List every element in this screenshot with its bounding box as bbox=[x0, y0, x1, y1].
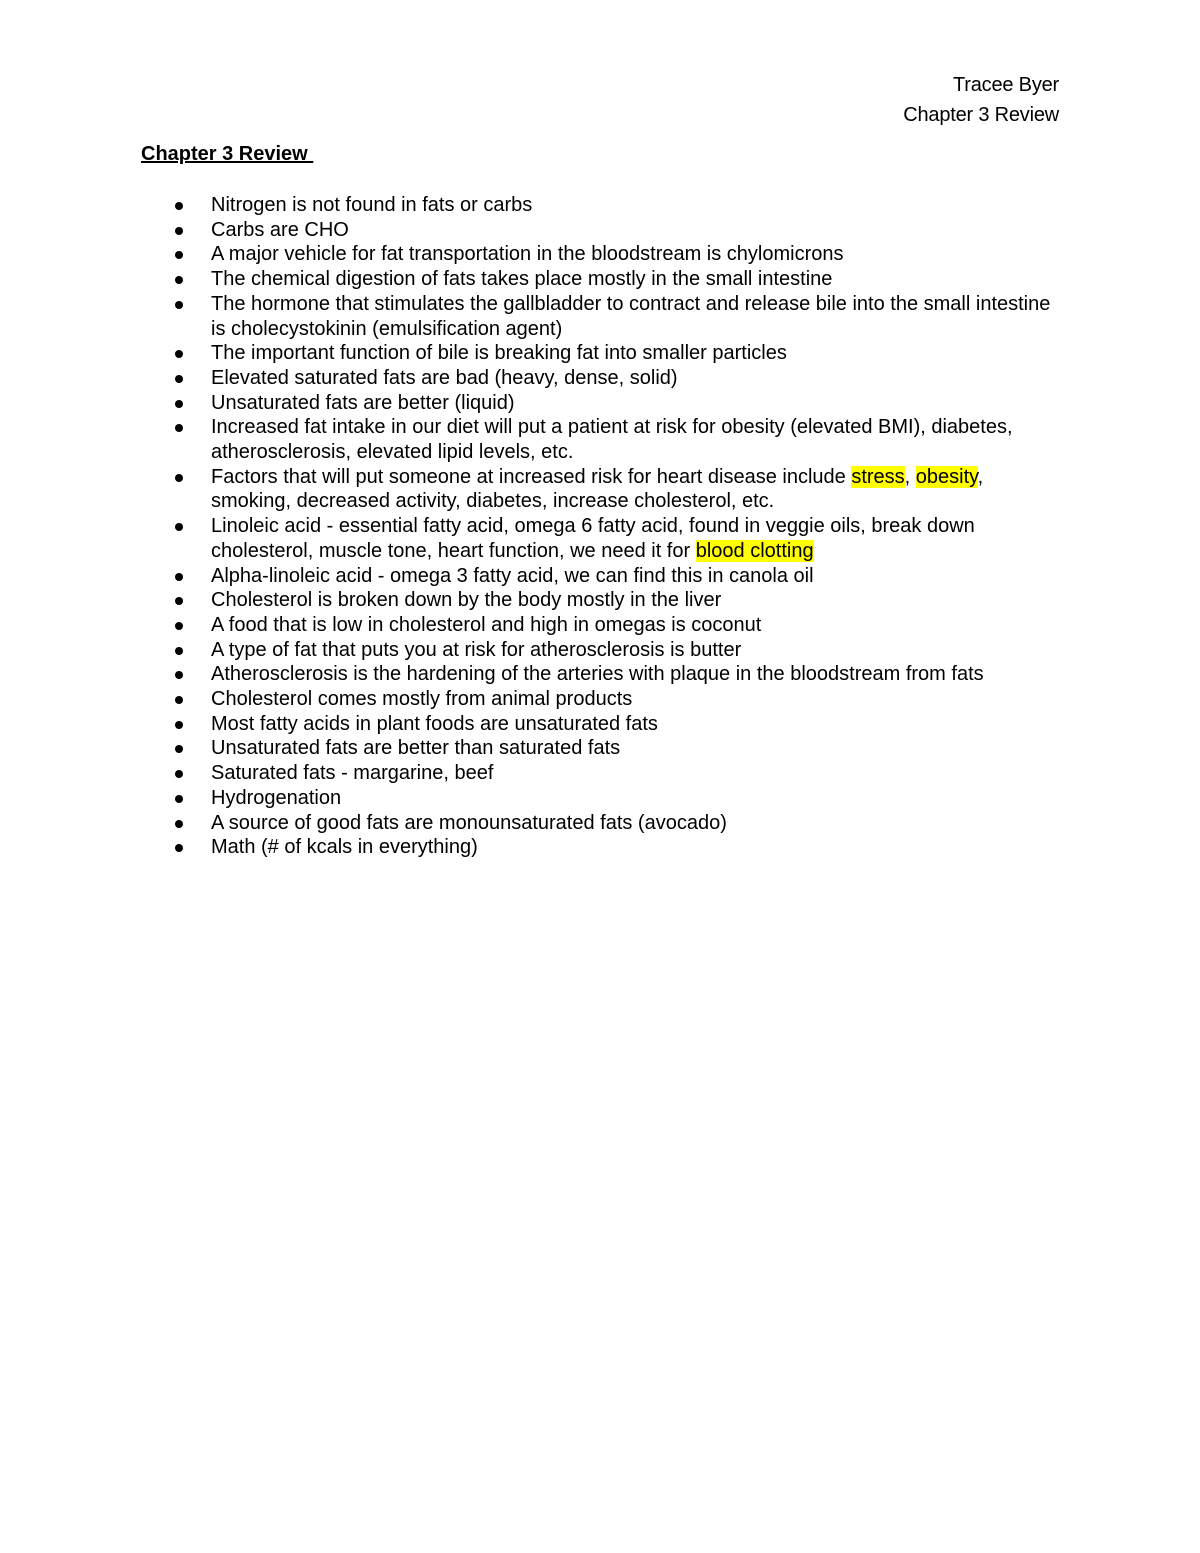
list-item-text: Most fatty acids in plant foods are unsaturated fats bbox=[211, 712, 658, 735]
list-item-text: A source of good fats are monounsaturated fats (avocado) bbox=[211, 811, 727, 834]
list-item bbox=[141, 391, 1061, 416]
list-item bbox=[141, 835, 1061, 860]
bullet-icon bbox=[175, 820, 183, 828]
bullet-icon bbox=[175, 400, 183, 408]
highlighted-text: blood clotting bbox=[695, 539, 814, 562]
bullet-icon bbox=[175, 276, 183, 284]
bullet-icon bbox=[175, 696, 183, 704]
list-item bbox=[141, 786, 1061, 811]
list-item bbox=[141, 638, 1061, 663]
author-name: Tracee Byer bbox=[953, 74, 1059, 96]
bullet-icon bbox=[175, 671, 183, 679]
list-item-text: , bbox=[904, 465, 916, 488]
bullet-icon bbox=[175, 375, 183, 383]
bullet-icon bbox=[175, 202, 183, 210]
list-item-text: Saturated fats - margarine, beef bbox=[211, 762, 494, 785]
list-item bbox=[141, 341, 1061, 366]
list-item-text: The important function of bile is breaking fat into smaller particles bbox=[211, 342, 787, 365]
list-item bbox=[141, 613, 1061, 638]
bullet-icon bbox=[175, 251, 183, 259]
highlighted-text: obesity bbox=[915, 465, 978, 488]
list-item-text: Carbs are CHO bbox=[211, 218, 349, 241]
list-item bbox=[141, 415, 1061, 464]
list-item-text: A type of fat that puts you at risk for atherosclerosis is butter bbox=[211, 638, 742, 661]
list-item bbox=[141, 712, 1061, 737]
list-item-text: Factors that will put someone at increased risk for heart disease include bbox=[211, 465, 852, 488]
list-item-text: , smoking, decreased activity, diabetes, increase cholesterol, etc. bbox=[211, 465, 984, 513]
highlighted-text: stress bbox=[851, 465, 905, 488]
list-item-text: A major vehicle for fat transportation in the bloodstream is chylomicrons bbox=[211, 243, 844, 266]
list-item-text: The chemical digestion of fats takes place mostly in the small intestine bbox=[211, 268, 833, 291]
list-item bbox=[141, 564, 1061, 589]
header-subtitle: Chapter 3 Review bbox=[903, 104, 1059, 126]
bullet-icon bbox=[175, 795, 183, 803]
list-item-text: Cholesterol is broken down by the body mostly in the liver bbox=[211, 589, 722, 612]
list-item-text: Alpha-linoleic acid - omega 3 fatty acid, we can find this in canola oil bbox=[211, 564, 814, 587]
bullet-icon bbox=[175, 350, 183, 358]
bullet-icon bbox=[175, 770, 183, 778]
bullet-icon bbox=[175, 597, 183, 605]
list-item bbox=[141, 193, 1061, 218]
bullet-icon bbox=[175, 647, 183, 655]
bullet-icon bbox=[175, 721, 183, 729]
list-item-text: Elevated saturated fats are bad (heavy, dense, solid) bbox=[211, 366, 678, 389]
bullet-list bbox=[141, 193, 1061, 860]
list-item-text: Unsaturated fats are better (liquid) bbox=[211, 391, 515, 414]
bullet-icon bbox=[175, 523, 183, 531]
list-item bbox=[141, 267, 1061, 292]
bullet-icon bbox=[175, 227, 183, 235]
list-item bbox=[141, 736, 1061, 761]
list-item bbox=[141, 811, 1061, 836]
bullet-icon bbox=[175, 474, 183, 482]
bullet-icon bbox=[175, 622, 183, 630]
bullet-icon bbox=[175, 424, 183, 432]
bullet-icon bbox=[175, 301, 183, 309]
list-item-text: Unsaturated fats are better than saturated fats bbox=[211, 737, 621, 760]
list-item-text: Atherosclerosis is the hardening of the arteries with plaque in the bloodstream from fats bbox=[211, 663, 984, 686]
list-item bbox=[141, 662, 1061, 687]
list-item bbox=[141, 514, 1061, 563]
list-item bbox=[141, 242, 1061, 267]
bullet-icon bbox=[175, 844, 183, 852]
list-item-text: Cholesterol comes mostly from animal products bbox=[211, 688, 633, 711]
page-title: Chapter 3 Review bbox=[141, 143, 314, 165]
list-item-text: The hormone that stimulates the gallbladder to contract and release bile into the small intestine is cholecystokinin (emulsification agent) bbox=[211, 292, 1051, 340]
list-item-text: Nitrogen is not found in fats or carbs bbox=[211, 194, 533, 216]
list-item-text: A food that is low in cholesterol and high in omegas is coconut bbox=[211, 613, 762, 636]
list-item-text: Hydrogenation bbox=[211, 786, 342, 809]
bullet-icon bbox=[175, 573, 183, 581]
list-item-text: Linoleic acid - essential fatty acid, omega 6 fatty acid, found in veggie oils, break down cholesterol, muscle tone, heart function, we need it for bbox=[211, 515, 975, 562]
list-item bbox=[141, 761, 1061, 786]
list-item bbox=[141, 588, 1061, 613]
list-item bbox=[141, 366, 1061, 391]
list-item bbox=[141, 292, 1061, 341]
list-item bbox=[141, 687, 1061, 712]
list-item-text: Increased fat intake in our diet will put a patient at risk for obesity (elevated BMI), diabetes, atherosclerosis, elevated lipid levels, etc. bbox=[211, 416, 1013, 464]
list-item bbox=[141, 465, 1061, 514]
document-header bbox=[903, 70, 1059, 130]
list-item bbox=[141, 218, 1061, 243]
list-item-text: Math (# of kcals in everything) bbox=[211, 836, 478, 859]
bullet-icon bbox=[175, 745, 183, 753]
